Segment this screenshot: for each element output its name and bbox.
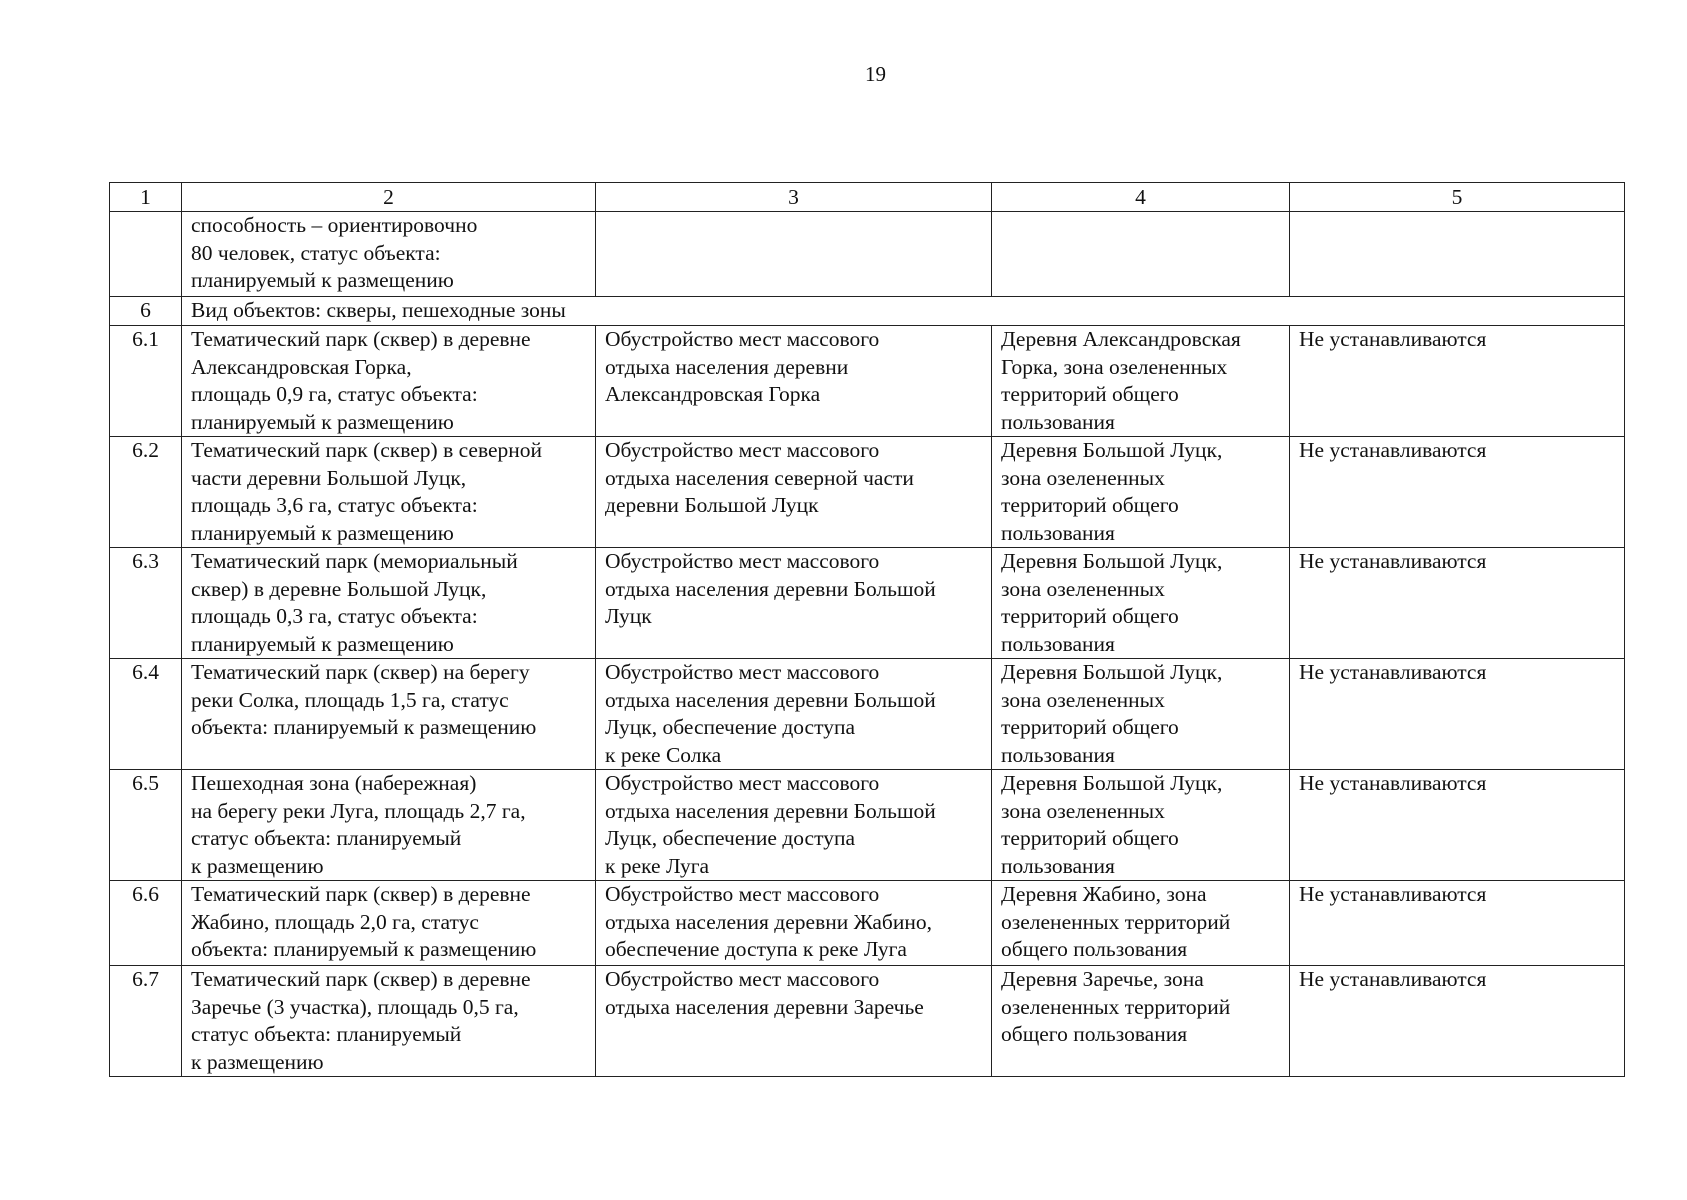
object-purpose: Обустройство мест массового отдыха населения деревни Большой Луцк: [596, 548, 992, 659]
object-location: Деревня Заречье, зона озелененных территорий общего пользования: [992, 966, 1290, 1077]
object-location: Деревня Большой Луцк, зона озелененных территорий общего пользования: [992, 659, 1290, 770]
column-header-4: 4: [992, 183, 1290, 212]
column-header-1: 1: [110, 183, 182, 212]
object-purpose: Обустройство мест массового отдыха населения деревни Заречье: [596, 966, 992, 1077]
table-header-row: [110, 183, 1625, 212]
table-row: [110, 437, 1625, 548]
object-description: Пешеходная зона (набережная) на берегу реки Луга, площадь 2,7 га, статус объекта: планируемый к размещению: [182, 770, 596, 881]
zone-characteristics: [1290, 212, 1625, 297]
row-number: 6.6: [110, 881, 182, 966]
page-number: 19: [865, 62, 886, 86]
object-location: Деревня Большой Луцк, зона озелененных территорий общего пользования: [992, 548, 1290, 659]
column-header-3: 3: [596, 183, 992, 212]
object-purpose: Обустройство мест массового отдыха населения деревни Александровская Горка: [596, 326, 992, 437]
row-number: 6.2: [110, 437, 182, 548]
zone-characteristics: Не устанавливаются: [1290, 437, 1625, 548]
section-number: 6: [110, 297, 182, 326]
zone-characteristics: Не устанавливаются: [1290, 881, 1625, 966]
row-number: 6.1: [110, 326, 182, 437]
object-location: Деревня Жабино, зона озелененных территорий общего пользования: [992, 881, 1290, 966]
object-description: Тематический парк (мемориальный сквер) в деревне Большой Луцк, площадь 0,3 га, статус объекта: планируемый к размещению: [182, 548, 596, 659]
continuation-row: [110, 212, 1625, 297]
zone-characteristics: Не устанавливаются: [1290, 548, 1625, 659]
object-description: способность – ориентировочно 80 человек, статус объекта: планируемый к размещению: [182, 212, 596, 297]
object-description: Тематический парк (сквер) на берегу реки Солка, площадь 1,5 га, статус объекта: планируемый к размещению: [182, 659, 596, 770]
object-location: Деревня Большой Луцк, зона озелененных территорий общего пользования: [992, 437, 1290, 548]
object-purpose: Обустройство мест массового отдыха населения деревни Большой Луцк, обеспечение доступа к реке Солка: [596, 659, 992, 770]
object-description: Тематический парк (сквер) в деревне Жабино, площадь 2,0 га, статус объекта: планируемый к размещению: [182, 881, 596, 966]
table-row: [110, 770, 1625, 881]
section-row: [110, 297, 1625, 326]
zone-characteristics: Не устанавливаются: [1290, 966, 1625, 1077]
table-row: [110, 548, 1625, 659]
object-purpose: Обустройство мест массового отдыха населения деревни Жабино, обеспечение доступа к реке Луга: [596, 881, 992, 966]
object-description: Тематический парк (сквер) в северной части деревни Большой Луцк, площадь 3,6 га, статус объекта: планируемый к размещению: [182, 437, 596, 548]
object-location: Деревня Александровская Горка, зона озелененных территорий общего пользования: [992, 326, 1290, 437]
object-description: Тематический парк (сквер) в деревне Заречье (3 участка), площадь 0,5 га, статус объекта: планируемый к размещению: [182, 966, 596, 1077]
object-purpose: Обустройство мест массового отдыха населения северной части деревни Большой Луцк: [596, 437, 992, 548]
objects-table: [109, 182, 1625, 1077]
row-number: 6.7: [110, 966, 182, 1077]
table-row: [110, 881, 1625, 966]
table-row: [110, 659, 1625, 770]
zone-characteristics: Не устанавливаются: [1290, 659, 1625, 770]
row-number: 6.5: [110, 770, 182, 881]
column-header-5: 5: [1290, 183, 1625, 212]
object-description: Тематический парк (сквер) в деревне Александровская Горка, площадь 0,9 га, статус объекта: планируемый к размещению: [182, 326, 596, 437]
object-purpose: [596, 212, 992, 297]
table-row: [110, 326, 1625, 437]
section-title: Вид объектов: скверы, пешеходные зоны: [182, 297, 1625, 326]
column-header-2: 2: [182, 183, 596, 212]
zone-characteristics: Не устанавливаются: [1290, 326, 1625, 437]
object-purpose: Обустройство мест массового отдыха населения деревни Большой Луцк, обеспечение доступа к реке Луга: [596, 770, 992, 881]
object-location: Деревня Большой Луцк, зона озелененных территорий общего пользования: [992, 770, 1290, 881]
row-number: 6.3: [110, 548, 182, 659]
object-location: [992, 212, 1290, 297]
zone-characteristics: Не устанавливаются: [1290, 770, 1625, 881]
row-number: 6.4: [110, 659, 182, 770]
row-number: [110, 212, 182, 297]
table-row: [110, 966, 1625, 1077]
